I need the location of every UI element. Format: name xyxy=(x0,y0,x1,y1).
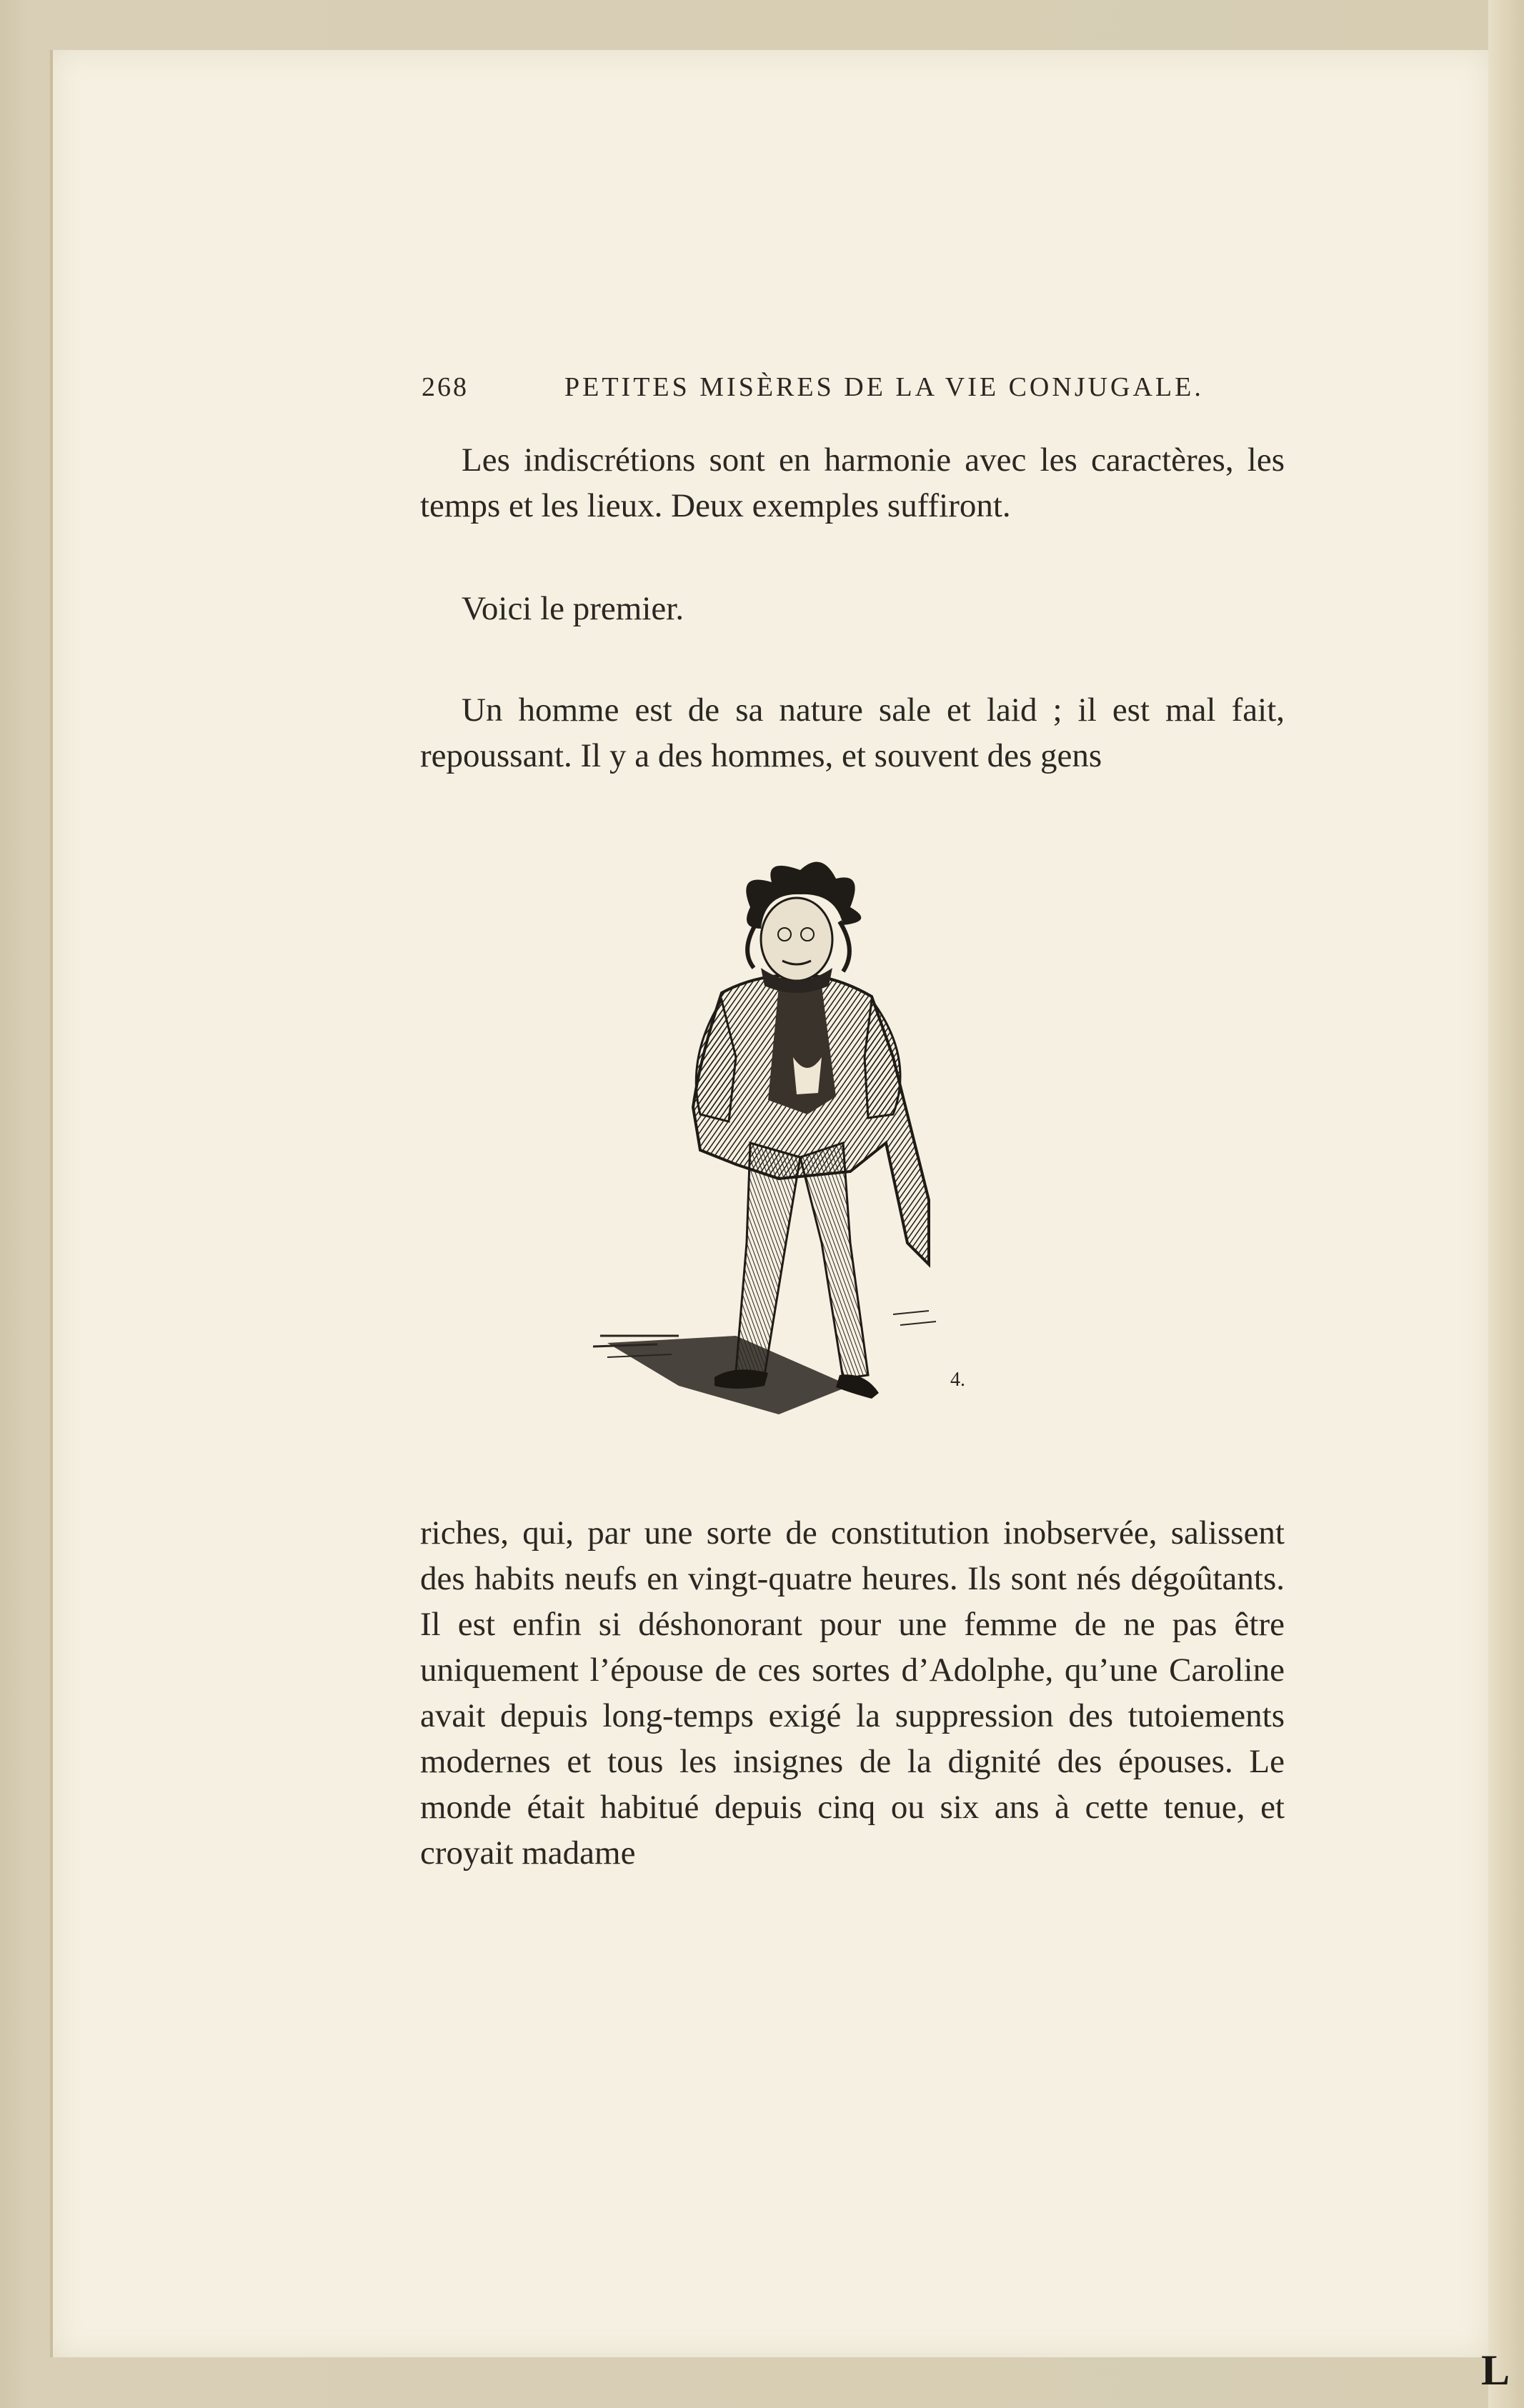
paragraph-text: riches, qui, par une sorte de constitution inobservée, salissent des habits neufs en vingt-quatre heures. Ils sont nés dégoûtants. Il est enfin si déshonorant pour une femme de ne pas être uniquement l’épouse de ces sortes d’Adolphe, qu’une Caroline avait depuis long-temps exigé la suppression des tutoiements modernes et tous les insignes de la dignité des épouses. Le monde était habitué depuis cinq ou six ans à cette tenue, et croyait madame xyxy=(420,1514,1285,1872)
paragraph-text: Voici le premier. xyxy=(462,590,684,627)
corner-mark: L xyxy=(1480,2347,1510,2394)
running-header xyxy=(372,371,1286,421)
engraving-disheveled-man-icon xyxy=(593,843,1050,1472)
paragraph-2 xyxy=(420,586,1285,631)
running-title: PETITES MISÈRES DE LA VIE CONJUGALE. xyxy=(564,372,1204,402)
paragraph-text: Un homme est de sa nature sale et laid ; il est mal fait, repoussant. Il y a des hommes, et souvent des gens xyxy=(420,691,1285,774)
paragraph-1 xyxy=(420,437,1285,529)
page-edge xyxy=(1488,0,1524,2408)
paragraph-4 xyxy=(420,1510,1285,1876)
paragraph-3 xyxy=(420,687,1285,779)
paragraph-text: Les indiscrétions sont en harmonie avec les caractères, les temps et les lieux. Deux exemples suffiront. xyxy=(420,441,1285,524)
artist-signature: 4. xyxy=(950,1369,965,1391)
page-number: 268 xyxy=(422,372,469,402)
